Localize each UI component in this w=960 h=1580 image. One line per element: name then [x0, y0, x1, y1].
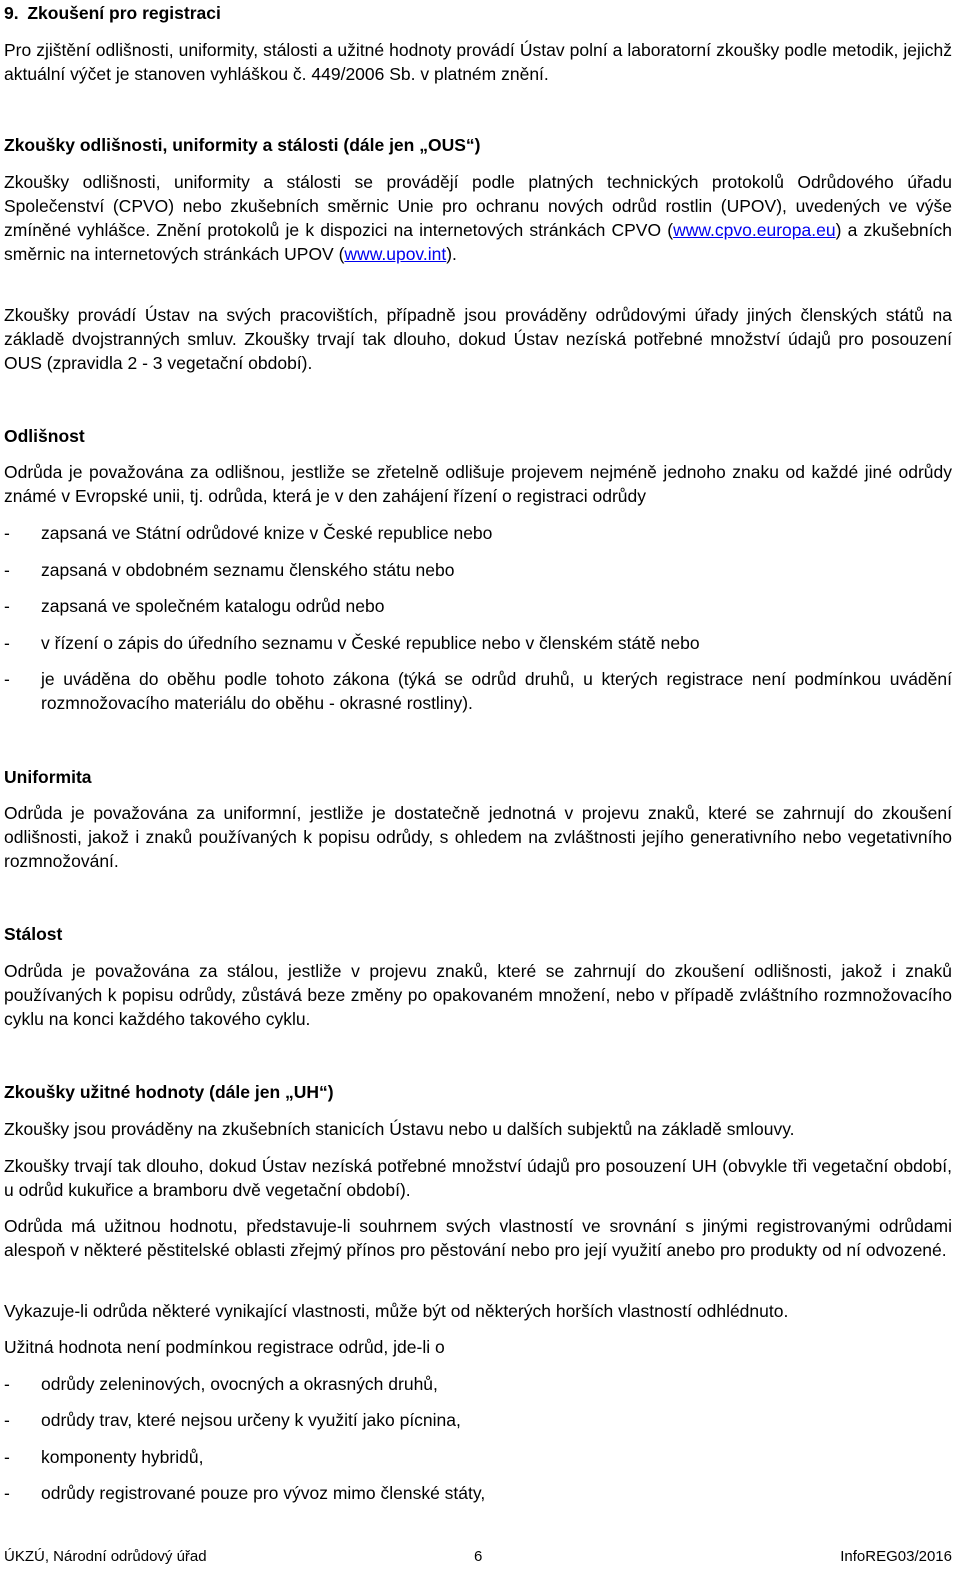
page-number: 6 — [474, 1548, 483, 1565]
list-bullet: - — [4, 1447, 10, 1467]
list-item — [4, 631, 952, 655]
list-item-text: odrůdy registrované pouze pro vývoz mimo členské státy, — [41, 1483, 486, 1503]
list-item-text: zapsaná v obdobném seznamu členského státu nebo — [41, 560, 455, 580]
list-bullet: - — [4, 1374, 10, 1394]
uh-paragraph-2: Zkoušky trvají tak dlouho, dokud Ústav nezíská potřebné množství údajů pro posouzení UH (obvykle tři vegetační období, u odrůd kukuřice a bramboru dvě vegetační období). — [4, 1156, 952, 1200]
uh-paragraph-5: Užitná hodnota není podmínkou registrace odrůd, jde-li o — [4, 1337, 445, 1357]
uh-paragraph-4: Vykazuje-li odrůda některé vynikající vlastnosti, může být od některých horších vlastností odhlédnuto. — [4, 1301, 789, 1321]
ous-heading: Zkoušky odlišnosti, uniformity a stálosti (dále jen „OUS“) — [4, 135, 481, 155]
list-item — [4, 594, 952, 618]
list-bullet: - — [4, 1483, 10, 1503]
list-item — [4, 1408, 952, 1432]
footer-document-code: InfoREG03/2016 — [840, 1548, 952, 1565]
cpvo-link[interactable]: www.cpvo.europa.eu — [673, 220, 836, 240]
footer-organization: ÚKZÚ, Národní odrůdový úřad — [4, 1548, 207, 1565]
list-item — [4, 521, 952, 545]
stalost-paragraph: Odrůda je považována za stálou, jestliže v projevu znaků, které se zahrnují do zkoušení odlišnosti, jakož i znaků používaných k popisu odrůdy, zůstává beze změny po opakovaném množení, nebo v případě zvláštního rozmnožovacího cyklu na konci každého takového cyklu. — [4, 961, 952, 1029]
list-item-text: komponenty hybridů, — [41, 1447, 204, 1467]
list-bullet: - — [4, 1410, 10, 1430]
list-bullet: - — [4, 560, 10, 580]
ous-paragraph-2: Zkoušky provádí Ústav na svých pracovištích, případně jsou prováděny odrůdovými úřady jiných členských států na základě dvojstranných smluv. Zkoušky trvají tak dlouho, dokud Ústav nezíská potřebné množství údajů pro posouzení OUS (zpravidla 2 - 3 vegetační období). — [4, 305, 952, 373]
uh-paragraph-3: Odrůda má užitnou hodnotu, představuje-li souhrnem svých vlastností ve srovnání s jinými registrovanými odrůdami alespoň v některé pěstitelské oblasti zřejmý přínos pro pěstování nebo pro její využití anebo pro produkty od ní odvozené. — [4, 1216, 952, 1260]
section-title: 9. Zkoušení pro registraci — [4, 3, 221, 23]
ous-text-a: Zkoušky odlišnosti, uniformity a stálosti se provádějí podle platných technických protokolů Odrůdového úřadu Společenství (CPVO) nebo zkušebních směrnic Unie pro ochranu nových odrůd rostlin (UPOV), uvedených ve výše zmíněné vyhlášce. Znění protokolů je k dispozici na internetových stránkách CPVO ( — [4, 172, 952, 240]
uh-heading: Zkoušky užitné hodnoty (dále jen „UH“) — [4, 1082, 334, 1102]
intro-paragraph: Pro zjištění odlišnosti, uniformity, stálosti a užitné hodnoty provádí Ústav polní a laboratorní zkoušky podle metodik, jejichž aktuální výčet je stanoven vyhláškou č. 449/2006 Sb. v platném znění. — [4, 40, 952, 84]
list-bullet: - — [4, 523, 10, 543]
list-item — [4, 1481, 952, 1505]
uniformita-paragraph: Odrůda je považována za uniformní, jestliže je dostatečně jednotná v projevu znaků, které se zahrnují do zkoušení odlišnosti, jakož i znaků používaných k popisu odrůdy, s ohledem na zvláštnosti jejího generativního nebo vegetativního rozmnožování. — [4, 803, 952, 871]
list-item — [4, 1372, 952, 1396]
list-item-text: zapsaná ve Státní odrůdové knize v České republice nebo — [41, 523, 493, 543]
list-item-text: zapsaná ve společném katalogu odrůd nebo — [41, 596, 385, 616]
odlisnost-paragraph: Odrůda je považována za odlišnou, jestliže se zřetelně odlišuje projevem nejméně jednoho znaku od každé jiné odrůdy známé v Evropské unii, tj. odrůda, která je v den zahájení řízení o registraci odrůdy — [4, 462, 952, 506]
list-bullet: - — [4, 633, 10, 653]
ous-text-b: ) a zkušebních směrnic na internetových stránkách UPOV ( — [4, 220, 953, 264]
list-item — [4, 667, 952, 715]
ous-text-c: ). — [446, 244, 457, 264]
uh-paragraph-1: Zkoušky jsou prováděny na zkušebních stanicích Ústavu nebo u dalších subjektů na základě smlouvy. — [4, 1119, 795, 1139]
list-item-text: je uváděna do oběhu podle tohoto zákona (týká se odrůd druhů, u kterých registrace není podmínkou uvádění rozmnožovacího materiálu do oběhu - okrasné rostliny). — [41, 669, 952, 713]
list-item — [4, 558, 952, 582]
ous-paragraph-1 — [4, 170, 952, 266]
list-bullet: - — [4, 669, 10, 689]
upov-link[interactable]: www.upov.int — [344, 244, 447, 264]
list-item-text: odrůdy zeleninových, ovocných a okrasných druhů, — [41, 1374, 438, 1394]
uniformita-heading: Uniformita — [4, 767, 92, 787]
list-item-text: v řízení o zápis do úředního seznamu v České republice nebo v členském státě nebo — [41, 633, 700, 653]
list-item-text: odrůdy trav, které nejsou určeny k využití jako pícnina, — [41, 1410, 461, 1430]
list-item — [4, 1445, 952, 1469]
list-bullet: - — [4, 596, 10, 616]
odlisnost-heading: Odlišnost — [4, 426, 85, 446]
stalost-heading: Stálost — [4, 924, 63, 944]
